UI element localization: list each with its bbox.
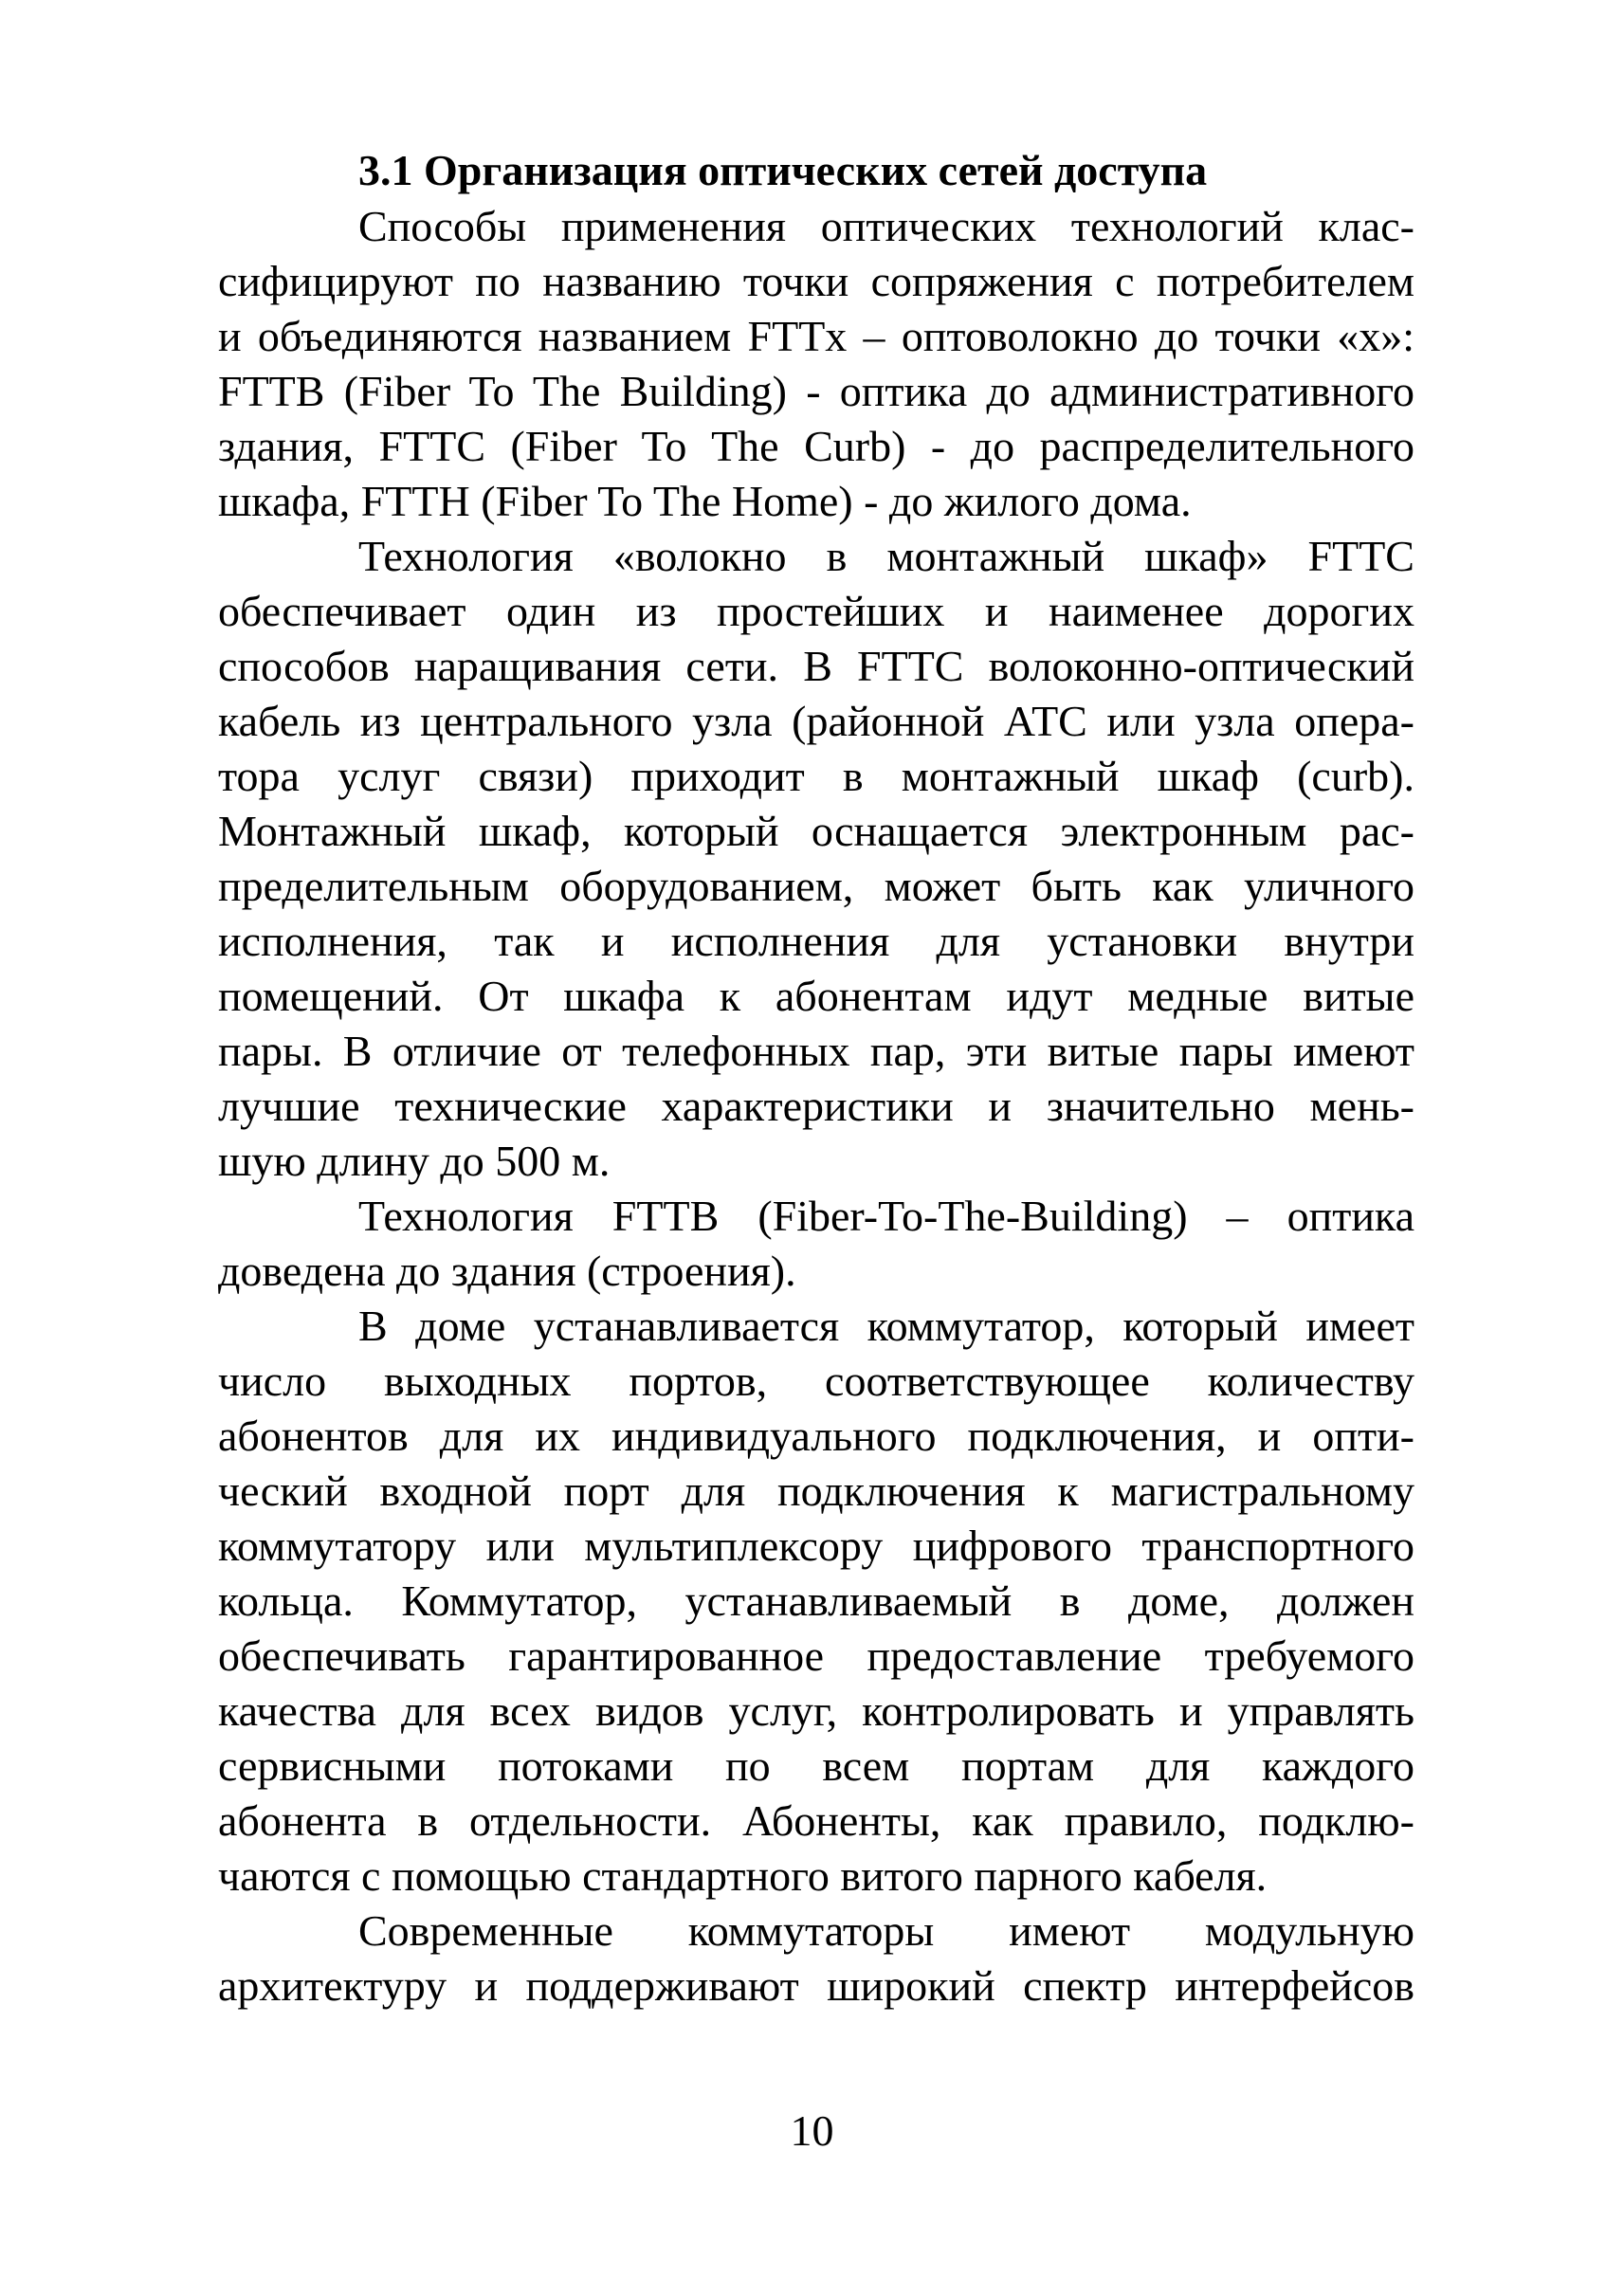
text-line: обеспечивает один из простейших и наименее дорогих — [218, 587, 1414, 635]
text-line: и объединяются названием FTTx – оптоволокно до точки «х»: — [218, 312, 1414, 360]
text-line: лучшие технические характеристики и значительно мень- — [218, 1082, 1414, 1130]
text-line: здания, FTTC (Fiber To The Curb) - до распределительного — [218, 422, 1414, 470]
text-line: Технология «волокно в монтажный шкаф» FTTC — [358, 532, 1414, 580]
text-line: Способы применения оптических технологий клас- — [358, 202, 1414, 250]
text-line: помещений. От шкафа к абонентам идут медные витые — [218, 972, 1414, 1020]
text-line: чаются с помощью стандартного витого парного кабеля. — [218, 1851, 1268, 1900]
text-line: Современные коммутаторы имеют модульную — [358, 1906, 1414, 1955]
text-line: коммутатору или мультиплексору цифрового транспортного — [218, 1522, 1414, 1570]
text-line: архитектуру и поддерживают широкий спектр интерфейсов — [218, 1961, 1414, 2010]
text-line: способов наращивания сети. В FTTC волоконно-оптический — [218, 642, 1414, 690]
text-line: обеспечивать гарантированное предоставление требуемого — [218, 1631, 1414, 1680]
text-line: ческий входной порт для подключения к магистральному — [218, 1467, 1414, 1515]
text-line: качества для всех видов услуг, контролировать и управлять — [218, 1686, 1414, 1735]
section-body — [218, 142, 1414, 2014]
text-line: кабель из центрального узла (районной АТС или узла опера- — [218, 697, 1414, 745]
text-line: число выходных портов, соответствующее количеству — [218, 1357, 1414, 1405]
text-line: Монтажный шкаф, который оснащается электронным рас- — [218, 807, 1414, 855]
text-line: В доме устанавливается коммутатор, который имеет — [358, 1302, 1414, 1350]
text-line: сервисными потоками по всем портам для каждого — [218, 1741, 1414, 1790]
section-heading: 3.1 Организация оптических сетей доступа — [358, 146, 1208, 194]
text-line: пары. В отличие от телефонных пар, эти витые пары имеют — [218, 1027, 1414, 1075]
text-line: абонента в отдельности. Абоненты, как правило, подклю- — [218, 1796, 1414, 1845]
text-line: FTTB (Fiber To The Building) - оптика до административного — [218, 367, 1414, 415]
page-number: 10 — [790, 2106, 834, 2155]
text-line: сифицируют по названию точки сопряжения с потребителем — [218, 257, 1414, 305]
text-line: шую длину до 500 м. — [218, 1137, 611, 1185]
text-line: Технология FTTB (Fiber-To-The-Building) – оптика — [358, 1192, 1414, 1240]
text-line: тора услуг связи) приходит в монтажный шкаф (curb). — [218, 752, 1414, 800]
text-line: шкафа, FTTH (Fiber To The Home) - до жилого дома. — [218, 477, 1192, 525]
text-line: абонентов для их индивидуального подключения, и опти- — [218, 1412, 1414, 1460]
text-line: доведена до здания (строения). — [218, 1247, 796, 1295]
text-line: пределительным оборудованием, может быть как уличного — [218, 862, 1414, 910]
text-line: кольца. Коммутатор, устанавливаемый в доме, должен — [218, 1576, 1414, 1625]
text-line: исполнения, так и исполнения для установки внутри — [218, 917, 1414, 965]
paragraph-lines — [218, 199, 1414, 2014]
